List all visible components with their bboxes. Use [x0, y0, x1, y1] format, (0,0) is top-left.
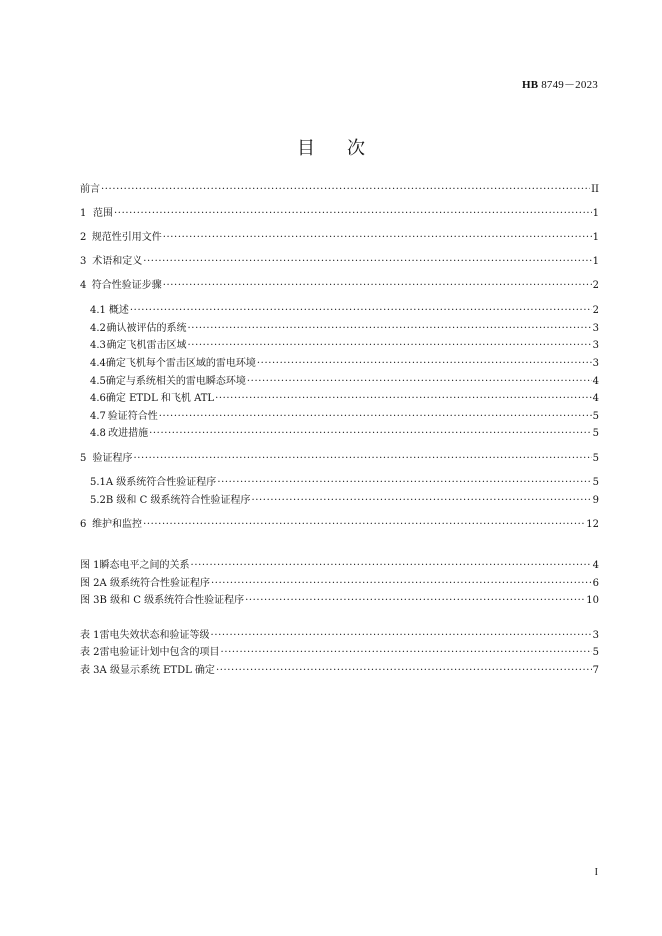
entry-label: 确定飞机雷击区域 — [106, 340, 187, 351]
entry-page: 5 — [592, 411, 599, 422]
dot-leader — [143, 517, 585, 533]
entry-page: 2 — [592, 280, 599, 291]
entry-label: A 级系统符合性验证程序 — [105, 477, 217, 488]
entry-page: II — [591, 184, 599, 195]
entry-number: 5 — [80, 453, 87, 464]
entry-number: 5.1 — [90, 477, 106, 488]
dot-leader — [134, 451, 592, 467]
entry-page: 5 — [592, 453, 599, 464]
dot-leader — [251, 493, 591, 509]
entry-number: 表 3 — [80, 665, 100, 676]
dot-leader — [245, 593, 585, 609]
standard-prefix: HB — [521, 79, 539, 91]
table-list-item[interactable] — [80, 645, 599, 661]
entry-label: 概述 — [108, 305, 129, 316]
entry-number: 表 2 — [80, 647, 100, 658]
entry-number: 4.1 — [90, 305, 106, 316]
dot-leader — [159, 409, 592, 425]
entry-number: 2 — [80, 232, 87, 243]
entry-label: A 级显示系统 ETDL 确定 — [99, 665, 215, 676]
toc-entry[interactable] — [80, 278, 599, 294]
entry-label: 改进措施 — [108, 428, 149, 439]
dot-leader — [101, 182, 590, 198]
entry-number: 4.7 — [90, 411, 106, 422]
toc-entry[interactable] — [80, 254, 599, 270]
entry-number: 图 2 — [80, 578, 100, 589]
entry-page: 1 — [592, 232, 599, 243]
dot-leader — [130, 303, 592, 319]
toc-entry[interactable] — [90, 391, 599, 407]
entry-label: B 级和 C 级系统符合性验证程序 — [99, 595, 245, 606]
entry-number: 4.5 — [90, 376, 106, 387]
dot-leader — [191, 558, 592, 574]
entry-number: 4.3 — [90, 340, 106, 351]
entry-page: 3 — [592, 340, 599, 351]
entry-page: 6 — [592, 578, 599, 589]
dot-leader — [221, 645, 592, 661]
entry-label: 验证程序 — [92, 453, 133, 464]
toc-entry[interactable] — [90, 356, 599, 372]
entry-page: 5 — [592, 647, 599, 658]
toc-entry[interactable] — [90, 426, 599, 442]
dot-leader — [114, 206, 592, 222]
entry-label: 维护和监控 — [92, 519, 143, 530]
entry-label: 瞬态电平之间的关系 — [99, 560, 190, 571]
entry-number: 4.6 — [90, 393, 106, 404]
toc-entry[interactable] — [90, 321, 599, 337]
entry-page: 2 — [592, 305, 599, 316]
dot-leader — [143, 254, 591, 270]
entry-number: 4 — [80, 280, 87, 291]
dot-leader — [211, 576, 592, 592]
entry-page: 1 — [592, 208, 599, 219]
entry-label: 雷电验证计划中包含的项目 — [99, 647, 220, 658]
dot-leader — [215, 391, 592, 407]
standard-code — [522, 76, 598, 92]
toc-entry[interactable] — [90, 338, 599, 354]
toc-entry[interactable] — [90, 493, 599, 509]
entry-page: 5 — [592, 428, 599, 439]
entry-page: 5 — [592, 477, 599, 488]
entry-label: 术语和定义 — [92, 256, 143, 267]
entry-page: 1 — [592, 256, 599, 267]
dot-leader — [149, 426, 592, 442]
entry-label: 前言 — [80, 184, 100, 195]
entry-label: B 级和 C 级系统符合性验证程序 — [105, 495, 251, 506]
figure-list-item[interactable] — [80, 558, 599, 574]
entry-page: 12 — [586, 519, 599, 530]
entry-label: 确认被评估的系统 — [106, 323, 187, 334]
toc-entry[interactable] — [90, 409, 599, 425]
entry-number: 4.8 — [90, 428, 106, 439]
entry-number: 图 3 — [80, 595, 100, 606]
entry-label: 确定飞机每个雷击区域的雷电环境 — [105, 358, 256, 369]
toc-entry[interactable] — [80, 517, 599, 533]
entry-number: 5.2 — [90, 495, 106, 506]
entry-number: 3 — [80, 256, 87, 267]
entry-page: 4 — [592, 376, 599, 387]
entry-label: 验证符合性 — [107, 411, 158, 422]
figure-list-item[interactable] — [80, 593, 599, 609]
table-list-item[interactable] — [80, 663, 599, 679]
entry-label: 确定与系统相关的雷电瞬态环境 — [105, 376, 246, 387]
dot-leader — [163, 230, 592, 246]
toc-entry[interactable] — [80, 182, 599, 198]
toc-entry[interactable] — [90, 475, 599, 491]
entry-number: 1 — [80, 208, 87, 219]
entry-page: 9 — [592, 495, 599, 506]
entry-label: A 级系统符合性验证程序 — [99, 578, 210, 589]
entry-page: 3 — [592, 630, 599, 641]
entry-label: 确定 ETDL 和飞机 ATL — [105, 393, 215, 404]
toc-entry[interactable] — [90, 374, 599, 390]
entry-page: 3 — [592, 358, 599, 369]
toc-entry[interactable] — [80, 230, 599, 246]
table-list-item[interactable] — [80, 628, 599, 644]
entry-label: 范围 — [93, 208, 114, 219]
entry-label: 规范性引用文件 — [91, 232, 162, 243]
entry-page: 3 — [592, 323, 599, 334]
page-number: I — [594, 867, 598, 878]
entry-page: 10 — [586, 595, 599, 606]
dot-leader — [217, 475, 591, 491]
entry-label: 符合性验证步骤 — [91, 280, 162, 291]
entry-number: 6 — [80, 519, 87, 530]
dot-leader — [163, 278, 592, 294]
page-title: 目次 — [297, 138, 397, 159]
dot-leader — [216, 663, 592, 679]
toc-entry[interactable] — [80, 206, 599, 222]
entry-page: 4 — [592, 560, 599, 571]
figure-list-item[interactable] — [80, 576, 599, 592]
entry-number: 表 1 — [80, 630, 100, 641]
entry-page: 7 — [592, 665, 599, 676]
standard-number: 8749－2023 — [541, 79, 598, 91]
dot-leader — [188, 338, 592, 354]
dot-leader — [247, 374, 592, 390]
toc-entry[interactable] — [90, 303, 599, 319]
dot-leader — [188, 321, 592, 337]
dot-leader — [211, 628, 592, 644]
entry-label: 雷电失效状态和验证等级 — [99, 630, 210, 641]
entry-number: 图 1 — [80, 560, 100, 571]
entry-number: 4.4 — [90, 358, 106, 369]
entry-page: 4 — [592, 393, 599, 404]
toc-entry[interactable] — [80, 451, 599, 467]
dot-leader — [257, 356, 592, 372]
entry-number: 4.2 — [90, 323, 106, 334]
